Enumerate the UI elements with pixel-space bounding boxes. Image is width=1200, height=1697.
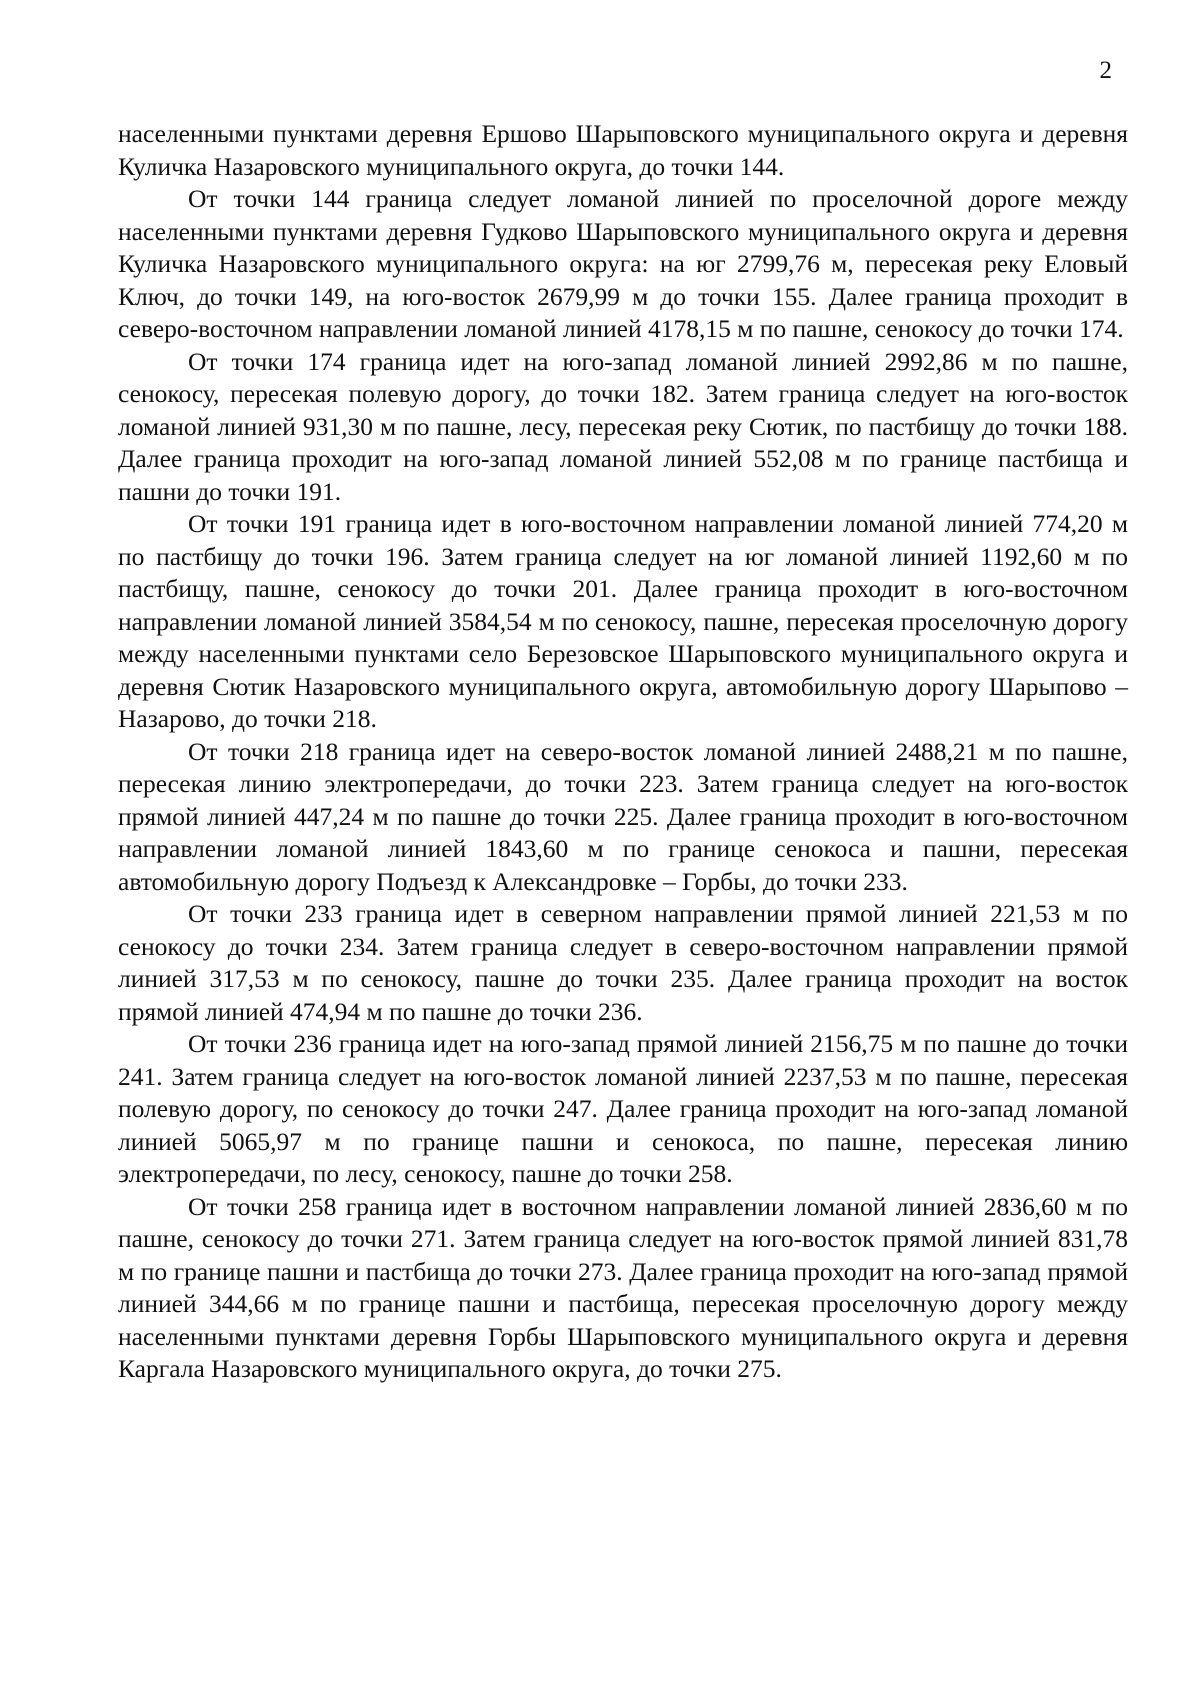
paragraph-point-233: От точки 233 граница идет в северном направлении прямой линией 221,53 м по сенокосу до точки 234. Затем граница следует в северо-восточном направлении прямой линией 317,53 м по сенокосу, пашне до точки 235. Далее граница проходит на восток прямой линией 474,94 м по пашне до точки 236. <box>118 899 1128 1026</box>
paragraph-point-174: От точки 174 граница идет на юго-запад ломаной линией 2992,86 м по пашне, сенокосу, пересекая полевую дорогу, до точки 182. Затем граница следует на юго-восток ломаной линией 931,30 м по пашне, лесу, пересекая реку Сютик, по пастбищу до точки 188. Далее граница проходит на юго-запад ломаной линией 552,08 м по границе пастбища и пашни до точки 191. <box>118 346 1128 506</box>
page-number: 2 <box>1099 57 1112 84</box>
paragraph-point-236: От точки 236 граница идет на юго-запад прямой линией 2156,75 м по пашне до точки 241. Затем граница следует на юго-восток ломаной линией 2237,53 м по пашне, пересекая полевую дорогу, по сенокосу до точки 247. Далее граница проходит на юго-запад ломаной линией 5065,97 м по границе пашни и сенокоса, по пашне, пересекая линию электропередачи, по лесу, сенокосу, пашне до точки 258. <box>118 1029 1128 1188</box>
paragraph-point-144: От точки 144 граница следует ломаной линией по проселочной дороге между населенными пунктами деревня Гудково Шарыповского муниципального округа и деревня Куличка Назаровского муниципального округа: на юг 2799,76 м, пересекая реку Еловый Ключ, до точки 149, на юго-восток 2679,99 м до точки 155. Далее граница проходит в северо-восточном направлении ломаной линией 4178,15 м по пашне, сенокосу до точки 174. <box>118 184 1128 343</box>
paragraph-continuation: населенными пунктами деревня Ершово Шарыповского муниципального округа и деревня Куличка Назаровского муниципального округа, до точки 144. <box>118 119 1128 181</box>
paragraph-point-258: От точки 258 граница идет в восточном направлении ломаной линией 2836,60 м по пашне, сенокосу до точки 271. Затем граница следует на юго-восток прямой линией 831,78 м по границе пашни и пастбища до точки 273. Далее граница проходит на юго-запад прямой линией 344,66 м по границе пашни и пастбища, пересекая проселочную дорогу между населенными пунктами деревня Горбы Шарыповского муниципального округа и деревня Каргала Назаровского муниципального округа, до точки 275. <box>118 1191 1128 1383</box>
paragraph-point-218: От точки 218 граница идет на северо-восток ломаной линией 2488,21 м по пашне, пересекая линию электропередачи, до точки 223. Затем граница следует на юго-восток прямой линией 447,24 м по пашне до точки 225. Далее граница проходит в юго-восточном направлении ломаной линией 1843,60 м по границе сенокоса и пашни, пересекая автомобильную дорогу Подъезд к Александровке – Горбы, до точки 233. <box>118 736 1128 896</box>
document-body <box>118 118 1128 1386</box>
paragraph-point-191: От точки 191 граница идет в юго-восточном направлении ломаной линией 774,20 м по пастбищу до точки 196. Затем граница следует на юг ломаной линией 1192,60 м по пастбищу, пашне, сенокосу до точки 201. Далее граница проходит в юго-восточном направлении ломаной линией 3584,54 м по сенокосу, пашне, пересекая проселочную дорогу между населенными пунктами село Березовское Шарыповского муниципального округа и деревня Сютик Назаровского муниципального округа, автомобильную дорогу Шарыпово – Назарово, до точки 218. <box>118 509 1128 733</box>
